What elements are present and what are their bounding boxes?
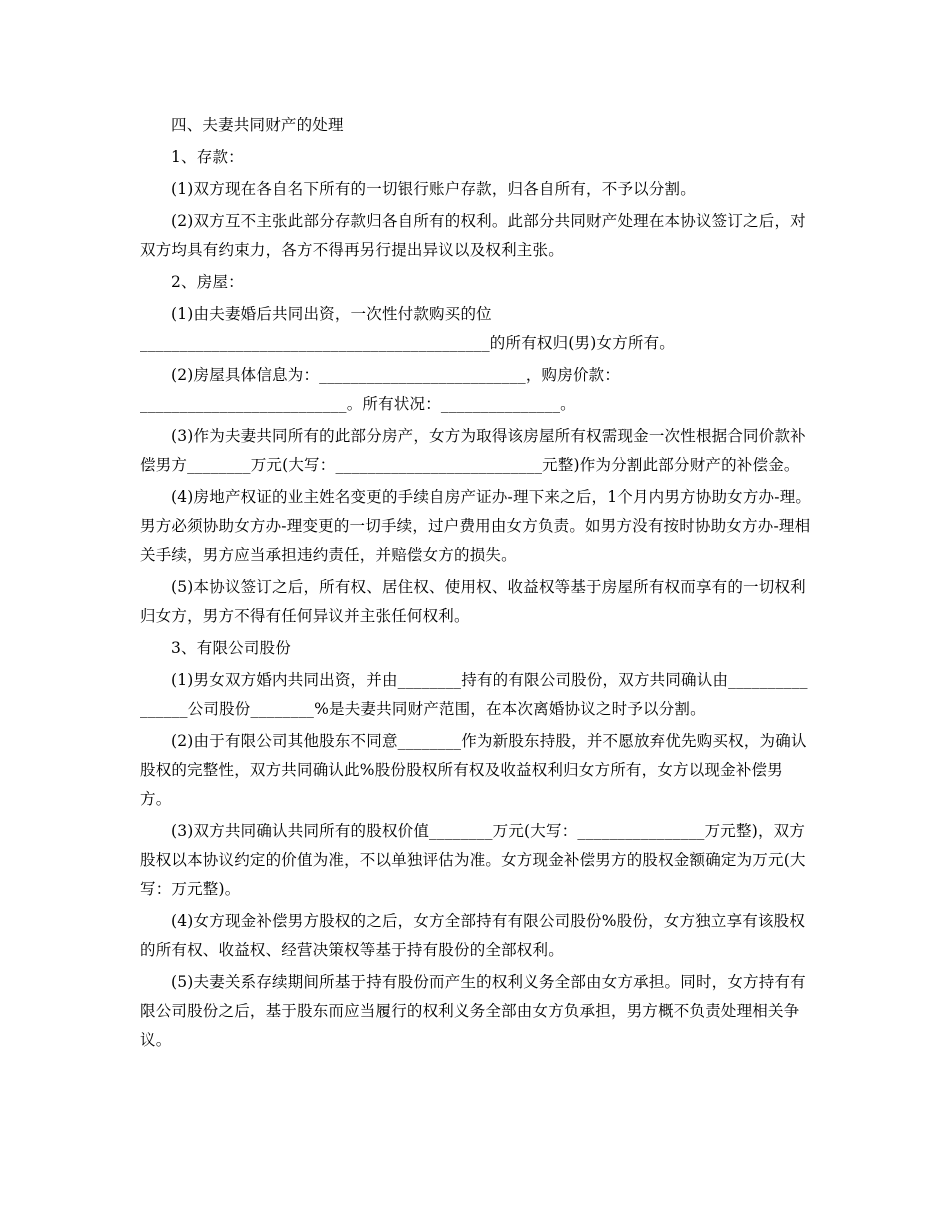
paragraph: (3)作为夫妻共同所有的此部分房产，女方为取得该房屋所有权需现金一次性根据合同价款补偿男方________万元(大写：__________________________元整)作为分割此部分财产的补偿金。	[140, 427, 806, 474]
paragraph: (1)由夫妻婚后共同出资，一次性付款购买的位 ____________________________________________的所有权归(男)女方所有。	[140, 305, 675, 352]
paragraph-list	[140, 143, 812, 1055]
paragraph: (4)房地产权证的业主姓名变更的手续自房产证办-理下来之后，1个月内男方协助女方办-理。男方必须协助女方办-理变更的一切手续，过户费用由女方负责。如男方没有按时协助女方办-理相关手续，男方应当承担违约责任，并赔偿女方的损失。	[140, 488, 812, 564]
section-title: 四、夫妻共同财产的处理	[171, 116, 344, 134]
paragraph: (4)女方现金补偿男方股权的之后，女方全部持有有限公司股份%股份，女方独立享有该股权的所有权、收益权、经营决策权等基于持有股份的全部权利。	[140, 912, 806, 959]
paragraph: (1)男女双方婚内共同出资，并由________持有的有限公司股份，双方共同确认由________________公司股份________%是夫妻共同财产范围，在本次离婚协议之时予以分割。	[140, 671, 808, 718]
paragraph: (5)本协议签订之后，所有权、居住权、使用权、收益权等基于房屋所有权而享有的一切权利归女方，男方不得有任何异议并主张任何权利。	[140, 578, 806, 625]
paragraph: (2)房屋具体信息为：__________________________，购房价款： __________________________。所有状况：_______________。	[140, 366, 621, 413]
subsection-heading: 2、房屋：	[171, 273, 244, 291]
paragraph: (3)双方共同确认共同所有的股权价值________万元(大写：________________万元整)，双方股权以本协议约定的价值为准，不以单独评估为准。女方现金补偿男方的股权金额确定为万元(大写：万元整)。	[140, 822, 806, 898]
subsection-heading: 1、存款：	[171, 148, 244, 166]
paragraph: (1)双方现在各自名下所有的一切银行账户存款，归各自所有，不予以分割。	[171, 180, 696, 198]
paragraph: (2)由于有限公司其他股东不同意________作为新股东持股，并不愿放弃优先购买权，为确认股权的完整性，双方共同确认此%股份股权所有权及收益权利归女方所有，女方以现金补偿男方。	[140, 732, 807, 808]
document-body	[140, 111, 812, 1058]
paragraph: (5)夫妻关系存续期间所基于持有股份而产生的权利义务全部由女方承担。同时，女方持有有限公司股份之后，基于股东而应当履行的权利义务全部由女方负承担，男方概不负责处理相关争议。	[140, 973, 806, 1049]
subsection-heading: 3、有限公司股份	[171, 639, 291, 657]
paragraph: (2)双方互不主张此部分存款归各自所有的权利。此部分共同财产处理在本协议签订之后，对双方均具有约束力，各方不得再另行提出异议以及权利主张。	[140, 212, 806, 259]
